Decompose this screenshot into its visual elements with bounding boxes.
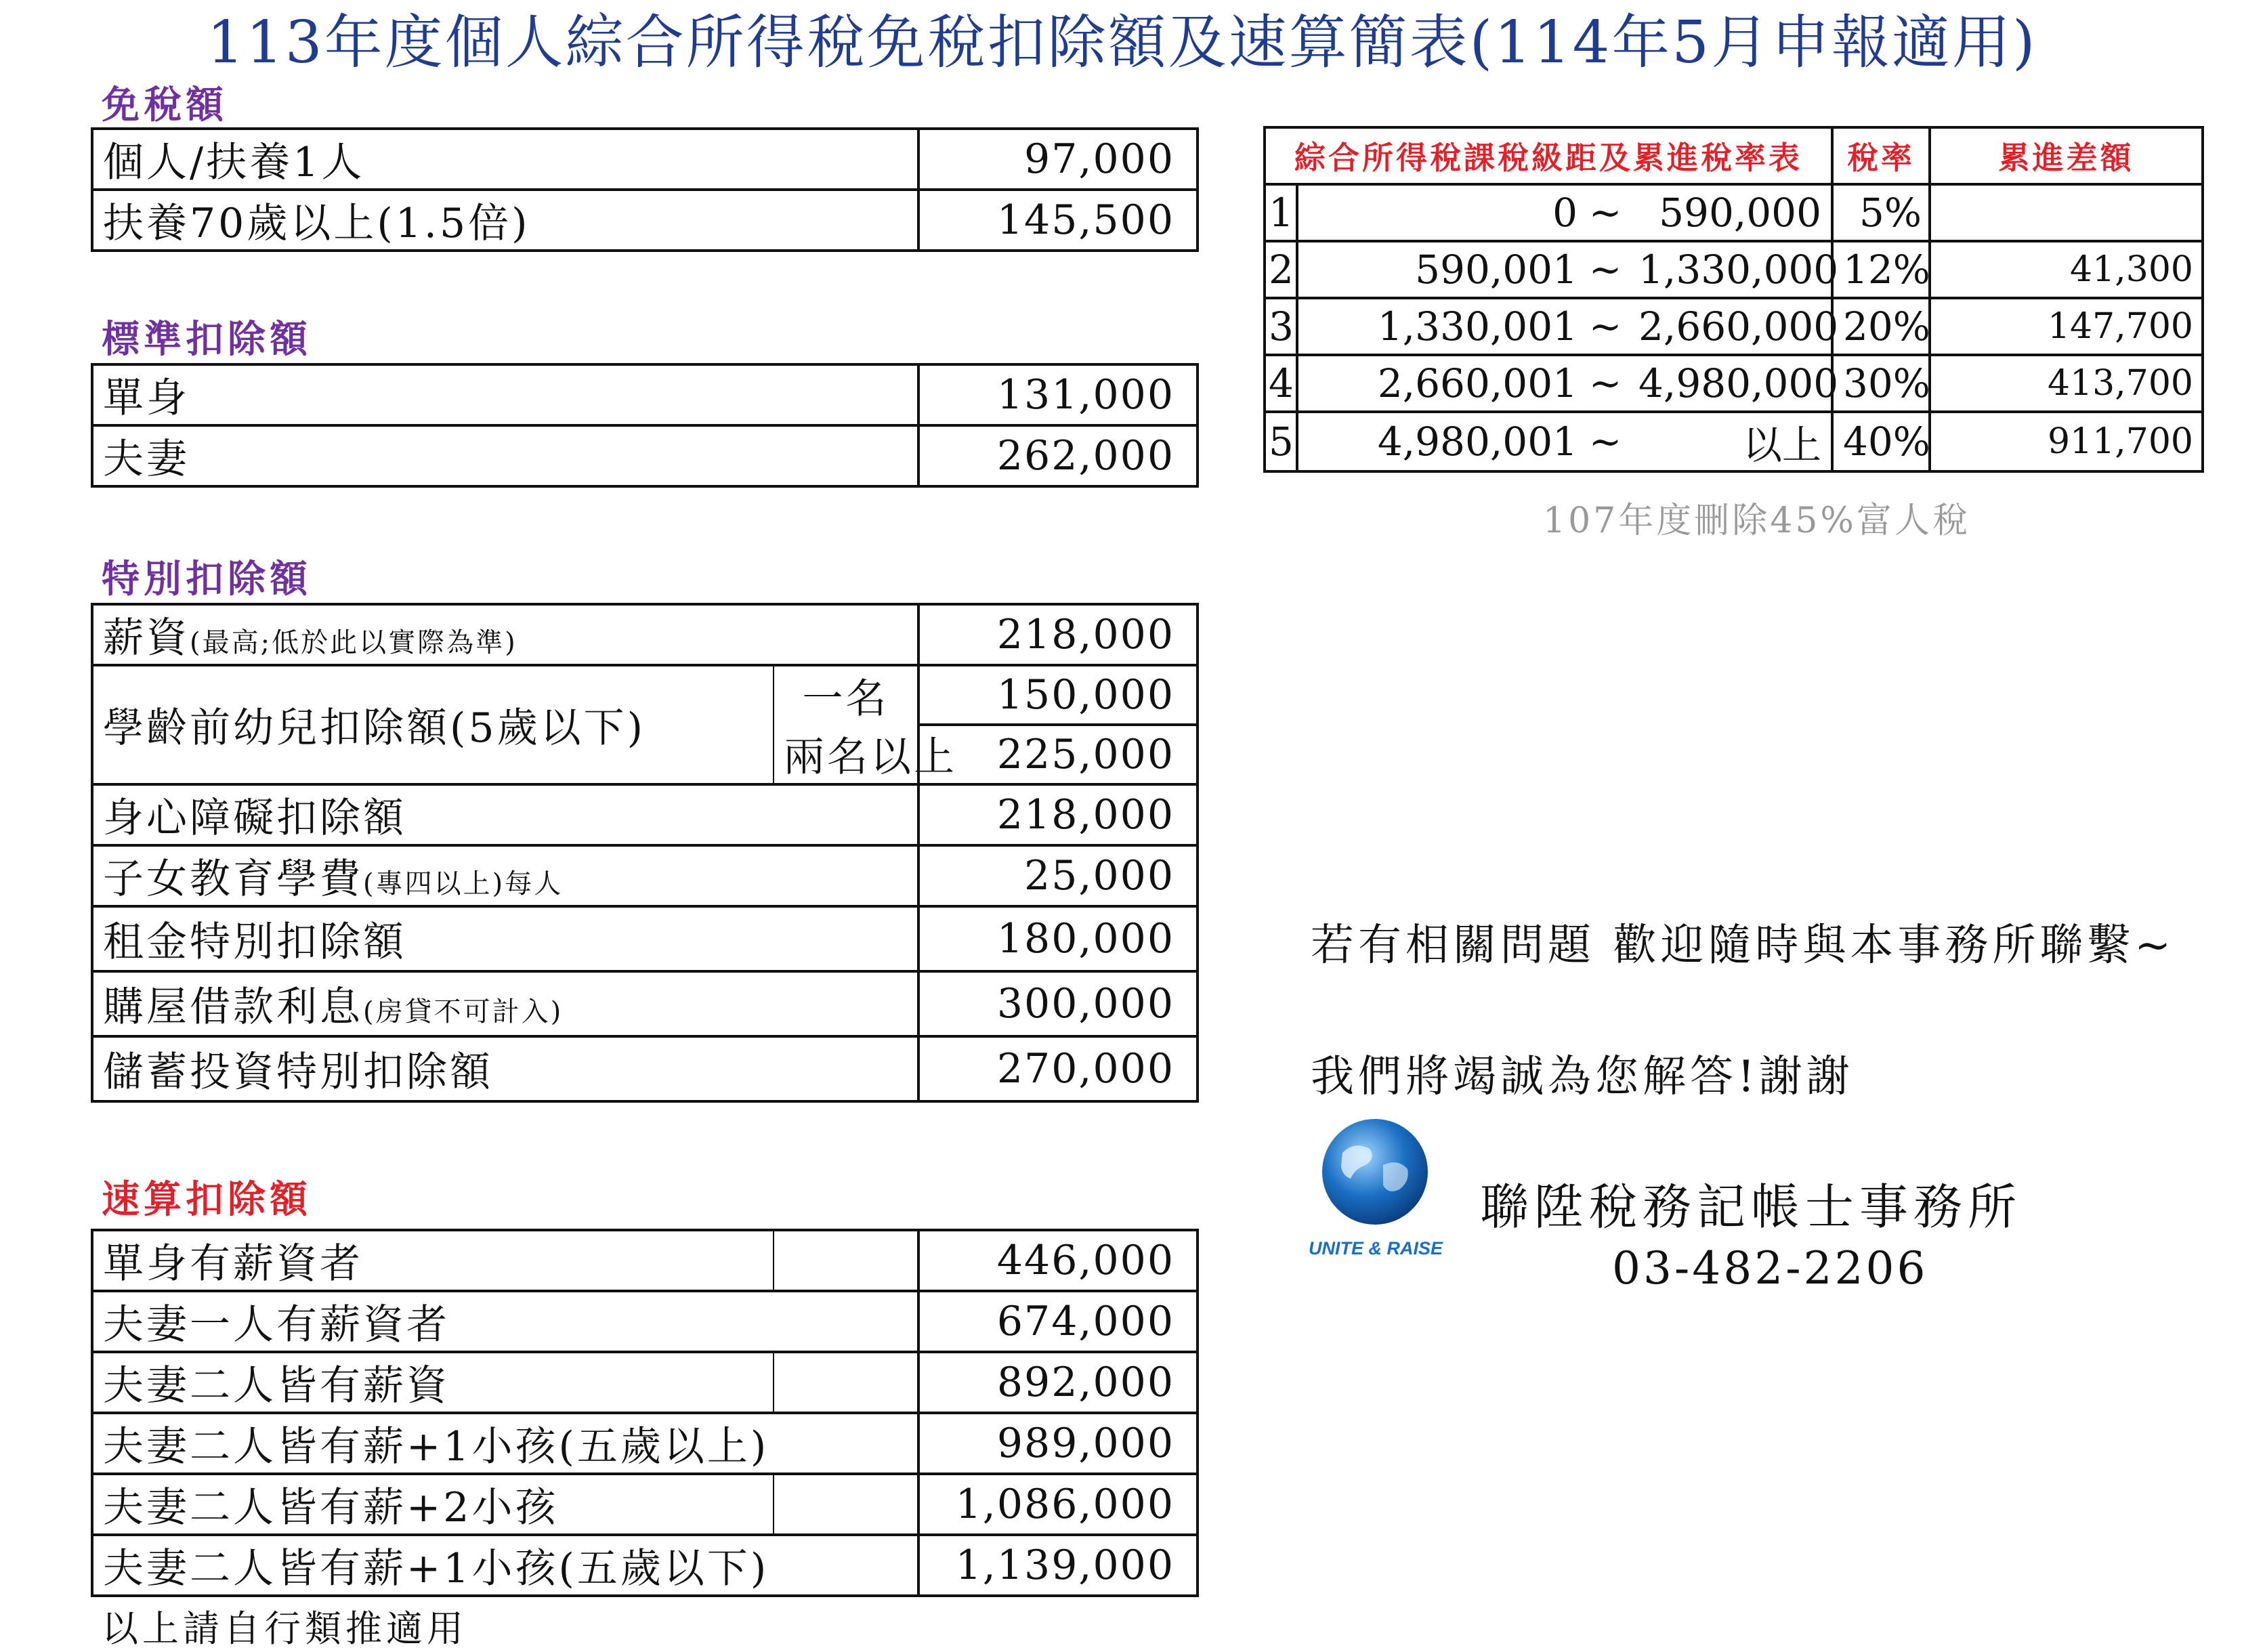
- salary-value: 218,000: [918, 604, 1198, 665]
- exemption-value: 145,500: [918, 190, 1198, 251]
- standard-label: 夫妻: [92, 425, 918, 486]
- rent-label: 租金特別扣除額: [92, 906, 918, 971]
- table-row: [1265, 241, 2203, 298]
- quick-label: 夫妻一人有薪資者: [92, 1291, 918, 1352]
- quick-label: 單身有薪資者: [92, 1230, 774, 1291]
- quick-value: 1,086,000: [918, 1474, 1198, 1535]
- rate-level: 1: [1265, 184, 1297, 241]
- table-row: [92, 364, 1198, 425]
- quick-value: 1,139,000: [918, 1535, 1198, 1596]
- table-row: [92, 604, 1198, 665]
- exemption-heading: 免稅額: [102, 83, 228, 127]
- rate-diff: 413,700: [1930, 355, 2203, 412]
- standard-table: [91, 363, 1199, 488]
- rate-diff: 147,700: [1930, 298, 2203, 355]
- standard-label: 單身: [92, 364, 918, 425]
- exemption-value: 97,000: [918, 129, 1198, 190]
- table-row: [92, 784, 1198, 845]
- rate-header-range: 綜合所得稅課稅級距及累進稅率表: [1265, 127, 1832, 184]
- table-row: [92, 1352, 1198, 1413]
- quick-label: 夫妻二人皆有薪資: [92, 1352, 774, 1413]
- table-row: [92, 1474, 1198, 1535]
- table-row: [92, 971, 1198, 1036]
- rate-header-row: [1265, 127, 2203, 184]
- tuition-value: 25,000: [918, 845, 1198, 906]
- table-row: [92, 425, 1198, 486]
- rate-percent: 5%: [1832, 184, 1930, 241]
- rate-low: 0: [1297, 184, 1582, 241]
- quick-value: 892,000: [918, 1352, 1198, 1413]
- quick-heading: 速算扣除額: [102, 1177, 312, 1222]
- special-table: [91, 603, 1199, 1103]
- quick-footer: 以上請自行類推適用: [102, 1607, 467, 1650]
- rate-table: [1263, 126, 2204, 473]
- svg-text:UNITE & RAISE: UNITE & RAISE: [1309, 1238, 1443, 1258]
- rate-high: 1,330,000: [1629, 241, 1832, 298]
- exemption-table: [91, 127, 1199, 252]
- table-row: [1265, 412, 2203, 471]
- salary-label: 薪資: [103, 614, 190, 662]
- quick-table: [91, 1229, 1199, 1597]
- rate-header-rate: 稅率: [1832, 127, 1930, 184]
- quick-label: 夫妻二人皆有薪+2小孩: [92, 1474, 774, 1535]
- table-row: [92, 1535, 1198, 1596]
- rate-tilde: ~: [1582, 412, 1629, 471]
- table-row: [92, 1036, 1198, 1101]
- disability-value: 218,000: [918, 784, 1198, 845]
- preschool-two-value: 225,000: [918, 725, 1198, 784]
- contact-line2: 我們將竭誠為您解答!謝謝: [1311, 1052, 1854, 1102]
- firm-name: 聯陞稅務記帳士事務所: [1480, 1179, 2023, 1235]
- globe-icon: [1307, 1118, 1449, 1267]
- page-title: 113年度個人綜合所得稅免稅扣除額及速算簡表(114年5月申報適用): [207, 9, 2037, 77]
- rate-level: 4: [1265, 355, 1297, 412]
- rate-diff: 41,300: [1930, 241, 2203, 298]
- quick-label: 夫妻二人皆有薪+1小孩(五歲以上): [92, 1413, 918, 1474]
- table-row: [92, 665, 1198, 725]
- preschool-one-value: 150,000: [918, 665, 1198, 725]
- rate-percent: 40%: [1832, 412, 1930, 471]
- table-row: [92, 129, 1198, 190]
- disability-label: 身心障礙扣除額: [92, 784, 918, 845]
- table-row: [92, 845, 1198, 906]
- rate-percent: 20%: [1832, 298, 1930, 355]
- rate-tilde: ~: [1582, 298, 1629, 355]
- rate-low: 1,330,001: [1297, 298, 1582, 355]
- rate-level: 5: [1265, 412, 1297, 471]
- rate-percent: 30%: [1832, 355, 1930, 412]
- rate-percent: 12%: [1832, 241, 1930, 298]
- standard-heading: 標準扣除額: [102, 317, 312, 362]
- tuition-note: (專四以上)每人: [363, 868, 564, 899]
- table-row: [92, 906, 1198, 971]
- preschool-two-label: 兩名以上: [774, 725, 918, 784]
- tuition-label: 子女教育學費: [103, 855, 363, 903]
- rate-low: 2,660,001: [1297, 355, 1582, 412]
- exemption-label: 個人/扶養1人: [92, 129, 918, 190]
- mortgage-note: (房貸不可計入): [363, 996, 564, 1028]
- rate-level: 2: [1265, 241, 1297, 298]
- exemption-label: 扶養70歲以上(1.5倍): [92, 190, 918, 251]
- rate-tilde: ~: [1582, 184, 1629, 241]
- table-row: [1265, 355, 2203, 412]
- mortgage-value: 300,000: [918, 971, 1198, 1036]
- quick-value: 446,000: [918, 1230, 1198, 1291]
- rate-diff: 911,700: [1930, 412, 2203, 471]
- rate-note: 107年度刪除45%富人稅: [1543, 501, 1970, 541]
- standard-value: 131,000: [918, 364, 1198, 425]
- table-row: [1265, 298, 2203, 355]
- mortgage-label: 購屋借款利息: [103, 983, 363, 1031]
- table-row: [1265, 184, 2203, 241]
- rate-low: 4,980,001: [1297, 412, 1582, 471]
- quick-value: 989,000: [918, 1413, 1198, 1474]
- table-row: [92, 1413, 1198, 1474]
- rate-diff: [1930, 184, 2203, 241]
- rate-tilde: ~: [1582, 241, 1629, 298]
- savings-value: 270,000: [918, 1036, 1198, 1101]
- rate-high: 4,980,000: [1629, 355, 1832, 412]
- quick-label: 夫妻二人皆有薪+1小孩(五歲以下): [92, 1535, 918, 1596]
- rate-high: 2,660,000: [1629, 298, 1832, 355]
- firm-phone: 03-482-2206: [1612, 1242, 1928, 1294]
- contact-line1: 若有相關問題 歡迎隨時與本事務所聯繫~: [1311, 920, 2175, 971]
- rate-level: 3: [1265, 298, 1297, 355]
- savings-label: 儲蓄投資特別扣除額: [92, 1036, 918, 1101]
- standard-value: 262,000: [918, 425, 1198, 486]
- preschool-label: 學齡前幼兒扣除額(5歲以下): [92, 665, 774, 784]
- rate-header-diff: 累進差額: [1930, 127, 2203, 184]
- quick-value: 674,000: [918, 1291, 1198, 1352]
- preschool-one-label: 一名: [774, 665, 918, 725]
- table-row: [92, 190, 1198, 251]
- rate-low: 590,001: [1297, 241, 1582, 298]
- special-heading: 特別扣除額: [102, 557, 312, 601]
- rate-tilde: ~: [1582, 355, 1629, 412]
- rate-high: 以上: [1629, 412, 1832, 471]
- table-row: [92, 1291, 1198, 1352]
- firm-logo: [1307, 1118, 1449, 1267]
- salary-note: (最高;低於此以實際為準): [190, 627, 517, 658]
- table-row: [92, 1230, 1198, 1291]
- rate-high: 590,000: [1629, 184, 1832, 241]
- rent-value: 180,000: [918, 906, 1198, 971]
